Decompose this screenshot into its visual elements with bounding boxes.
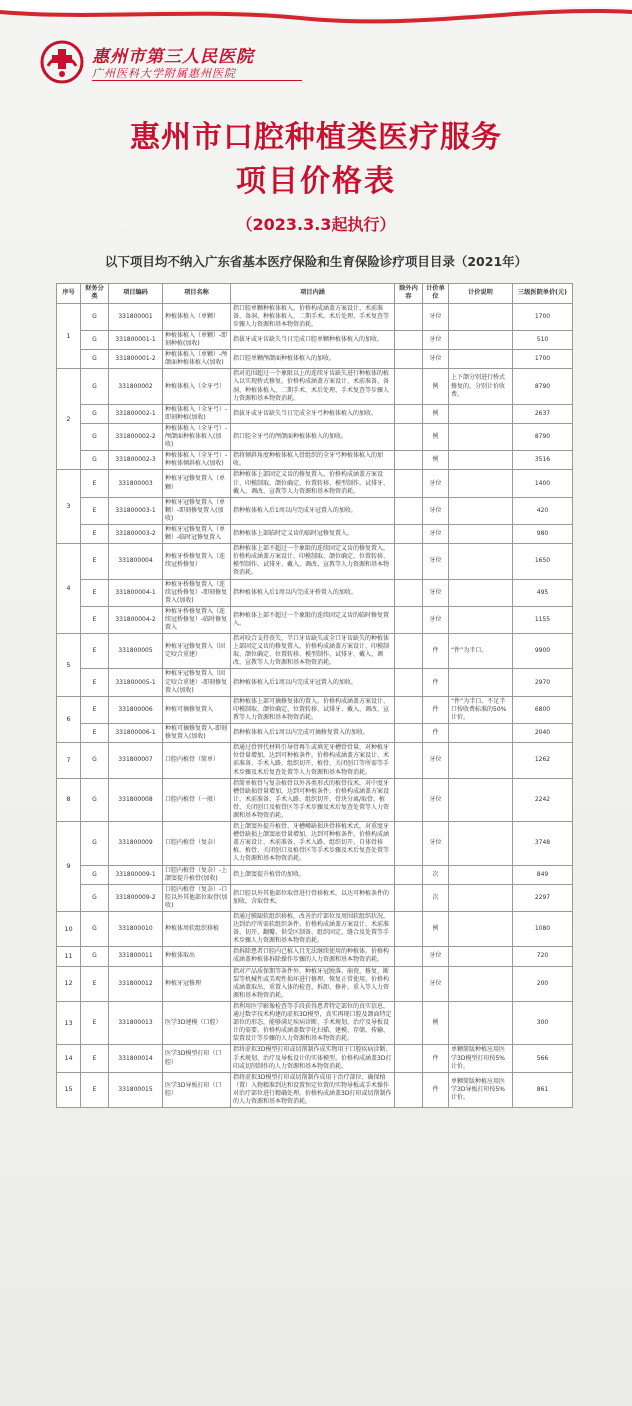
insurance-note: 以下项目均不纳入广东省基本医疗保险和生育保险诊疗项目目录（2021年） <box>104 254 528 269</box>
cell-name: 种植体植入（全牙弓） <box>163 369 231 404</box>
cell-excl <box>395 669 423 696</box>
cell-name: 种植牙冠修复置入（单颗） <box>163 470 231 497</box>
table-row <box>57 524 573 543</box>
cell-unit: 例 <box>423 1001 449 1044</box>
cell-price: 8790 <box>513 369 573 404</box>
table-row <box>57 743 573 778</box>
cell-name: 口腔内植骨（复杂） <box>163 822 231 865</box>
cell-desc <box>449 947 513 966</box>
table-row <box>57 423 573 450</box>
table-row <box>57 369 573 404</box>
cell-unit: 例 <box>423 369 449 404</box>
cell-code: 331800005-1 <box>109 669 163 696</box>
cell-price: 2970 <box>513 669 573 696</box>
table-row <box>57 497 573 524</box>
cell-name: 种植牙桥修复置入（连续冠桥修复）-即刻修复置入(加收) <box>163 579 231 606</box>
cell-name: 口腔内植骨（复杂）-上颌窦提升植骨(加收) <box>163 865 231 884</box>
cell-desc <box>449 524 513 543</box>
table-row <box>57 724 573 743</box>
cell-name: 口腔内植骨（一般） <box>163 778 231 821</box>
cell-content: 指种植体植入后1周以内完成牙冠置入的加收。 <box>231 669 395 696</box>
cell-excl <box>395 822 423 865</box>
cell-fin: E <box>81 497 109 524</box>
cell-excl <box>395 884 423 911</box>
hospital-emblem-icon <box>40 40 84 84</box>
cell-code: 331800002-2 <box>109 423 163 450</box>
hospital-logo-block <box>40 40 340 88</box>
cell-price: 1650 <box>513 544 573 579</box>
cell-price: 720 <box>513 947 573 966</box>
effective-date: （2023.3.3起执行） <box>236 215 396 234</box>
cell-name: 种植体周软组织移植 <box>163 912 231 947</box>
cell-desc <box>449 303 513 330</box>
cell-desc: 单颗简版种植应用医学3D导板打印按5%计价。 <box>449 1072 513 1107</box>
table-row <box>57 778 573 821</box>
cell-code: 331800015 <box>109 1072 163 1107</box>
cell-code: 331800012 <box>109 966 163 1001</box>
col-header-price: 三级医院单价(元) <box>513 284 573 304</box>
cell-content: 指对咬合支持丧失、半口牙齿缺失或全口牙齿缺失的种植体上部固定义齿的修复置入。价格构成涵盖方案设计、印模制取、颌位确定、位置转移、模型制作、试排牙、戴入、调改、宣教等人力资源和基本物资消耗。 <box>231 634 395 669</box>
table-row <box>57 865 573 884</box>
cell-desc: “件”为半口。 <box>449 634 513 669</box>
col-header-excl: 除外内容 <box>395 284 423 304</box>
cell-desc <box>449 865 513 884</box>
cell-content: 指种植体上部固定义齿的修复置入。价格构成涵盖方案设计、印模制取、颌位确定、位置转移、模型制作、试排牙、戴入、调改、宣教等人力资源和基本物资消耗。 <box>231 470 395 497</box>
cell-seq: 11 <box>57 947 81 966</box>
cell-fin: E <box>81 1072 109 1107</box>
cell-name: 医学3D导板打印（口腔） <box>163 1072 231 1107</box>
cell-name: 种植牙桥修复置入（连续冠桥修复）-临时修复置入 <box>163 606 231 633</box>
cell-fin: E <box>81 579 109 606</box>
cell-excl <box>395 423 423 450</box>
cell-content: 指上颌窦外提升植骨、牙槽嵴缺损块骨移植术式，对重度牙槽骨缺损上颌窦底骨量增加，达到可种植条件。价格构成涵盖方案设计、术前准备、手术入路、组织切开、自体骨移植、植骨、关闭创口及植骨区等手术步骤及术后复查处置等人力资源和基本物资消耗。 <box>231 822 395 865</box>
hospital-affiliation: 广州医科大学附属惠州医院 <box>92 67 236 80</box>
col-header-content: 项目内涵 <box>231 284 395 304</box>
cell-desc <box>449 451 513 470</box>
cell-fin: G <box>81 865 109 884</box>
cell-excl <box>395 696 423 723</box>
cell-price: 1262 <box>513 743 573 778</box>
cell-excl <box>395 579 423 606</box>
cell-content: 指将虚拟3D模型打印或切削制作成用于治疗部位、确保植（置）入物精准到达和设置预定位置的实物导板或手术操作对治疗部位进行精确处理。价格构成涵盖3D打印或切削制作的人力资源和基本物资消耗。 <box>231 1072 395 1107</box>
price-table-container <box>56 283 572 1108</box>
cell-price: 566 <box>513 1045 573 1072</box>
cell-name: 医学3D建模（口腔） <box>163 1001 231 1044</box>
cell-desc <box>449 778 513 821</box>
cell-content: 指拆除患者口腔内已植入且无法继续使用的种植体。价格构成涵盖种植体拆除操作步骤的人力资源和基本物资消耗。 <box>231 947 395 966</box>
cell-name: 种植牙冠修复置入（单颗）-临时冠修复置入 <box>163 524 231 543</box>
cell-excl <box>395 634 423 669</box>
cell-code: 331800003-2 <box>109 524 163 543</box>
cell-excl <box>395 331 423 350</box>
cell-code: 331800001-1 <box>109 331 163 350</box>
cell-content: 指种植体上部不超过一个象限的连续固定义齿的临时修复置入。 <box>231 606 395 633</box>
cell-name: 种植可摘修复置入 <box>163 696 231 723</box>
cell-excl <box>395 350 423 369</box>
cell-excl <box>395 470 423 497</box>
cell-seq: 14 <box>57 1045 81 1072</box>
cell-price: 6800 <box>513 696 573 723</box>
cell-desc <box>449 822 513 865</box>
cell-name: 种植牙冠修理 <box>163 966 231 1001</box>
cell-content: 指通过膜龈软组织移植，改善治疗部位及周围软组织状况，达到治疗所需软组织条件。价格构成涵盖方案设计、术前准备、切开、翻瓣、供受区制备、组织固定、缝合及处置等手术步骤人力资源和基本物资消耗。 <box>231 912 395 947</box>
cell-seq: 8 <box>57 778 81 821</box>
cell-fin: G <box>81 369 109 404</box>
cell-price: 9900 <box>513 634 573 669</box>
cell-code: 331800002-3 <box>109 451 163 470</box>
cell-seq: 7 <box>57 743 81 778</box>
cell-content: 指种植体植入后1周以内完成牙桥置入的加收。 <box>231 579 395 606</box>
cell-unit: 件 <box>423 1072 449 1107</box>
cell-code: 331800013 <box>109 1001 163 1044</box>
cell-unit: 例 <box>423 404 449 423</box>
cell-excl <box>395 451 423 470</box>
cell-code: 331800002-1 <box>109 404 163 423</box>
cell-content: 指利用医学影像检查等手段获得患者特定部位的真实信息，通过数字技术构建的虚拟3D模型，真实再现口腔及颌面特定部位的形态，能够满足疾病诊断、手术规划、治疗及导板设计的需要。价格构成涵盖数字化扫描、建模、存储、传输、装置设计等步骤的人力资源和基本物资消耗。 <box>231 1001 395 1044</box>
cell-name: 种植体植入（单颗）-颅颌面种植体植入(加收) <box>163 350 231 369</box>
cell-fin: E <box>81 966 109 1001</box>
cell-desc <box>449 497 513 524</box>
cell-fin: G <box>81 350 109 369</box>
table-row <box>57 966 573 1001</box>
cell-excl <box>395 404 423 423</box>
cell-desc <box>449 470 513 497</box>
cell-name: 种植体植入（全牙弓）-颅颌面种植体植入(加收) <box>163 423 231 450</box>
cell-unit: 件 <box>423 724 449 743</box>
table-row <box>57 470 573 497</box>
cell-fin: G <box>81 423 109 450</box>
cell-fin: E <box>81 544 109 579</box>
cell-unit: 牙位 <box>423 606 449 633</box>
table-row <box>57 1045 573 1072</box>
cell-content: 指种植体植入后1周以内完成牙冠置入的加收。 <box>231 497 395 524</box>
cell-name: 种植体植入（单颗） <box>163 303 231 330</box>
cell-code: 331800014 <box>109 1045 163 1072</box>
cell-desc <box>449 606 513 633</box>
cell-desc <box>449 966 513 1001</box>
cell-content: 指口腔全牙弓的颅颌面种植体植入的加收。 <box>231 423 395 450</box>
cell-fin: G <box>81 884 109 911</box>
cell-excl <box>395 1001 423 1044</box>
cell-excl <box>395 743 423 778</box>
cell-code: 331800009-1 <box>109 865 163 884</box>
cell-unit: 次 <box>423 865 449 884</box>
cell-fin: G <box>81 947 109 966</box>
cell-excl <box>395 966 423 1001</box>
cell-price: 2297 <box>513 884 573 911</box>
table-header-row <box>57 284 573 304</box>
cell-desc <box>449 724 513 743</box>
cell-desc: 上下颌分别进行桥式修复的，分别计价收费。 <box>449 369 513 404</box>
cell-unit: 件 <box>423 669 449 696</box>
cell-content: 指简单植骨与复杂植骨以外各类形式的植骨技术，对中度牙槽骨缺损骨量增加，达到可种植条件。价格构成涵盖方案设计、术前准备、手术入路、组织切开、骨块分离/取骨、植骨、关闭创口及植骨区等手术步骤及术后复查处置等人力资源和基本物资消耗。 <box>231 778 395 821</box>
cell-seq: 4 <box>57 544 81 634</box>
cell-unit: 牙位 <box>423 778 449 821</box>
cell-unit: 次 <box>423 884 449 911</box>
cell-fin: G <box>81 331 109 350</box>
cell-fin: E <box>81 606 109 633</box>
cell-seq: 2 <box>57 369 81 470</box>
cell-excl <box>395 303 423 330</box>
cell-code: 331800001 <box>109 303 163 330</box>
cell-code: 331800003-1 <box>109 497 163 524</box>
cell-fin: G <box>81 451 109 470</box>
cell-desc <box>449 404 513 423</box>
table-row <box>57 404 573 423</box>
cell-code: 331800010 <box>109 912 163 947</box>
cell-price: 1155 <box>513 606 573 633</box>
page-title-line2: 项目价格表 <box>236 164 396 199</box>
cell-seq: 10 <box>57 912 81 947</box>
cell-seq: 5 <box>57 634 81 697</box>
cell-unit: 牙位 <box>423 544 449 579</box>
cell-price: 1080 <box>513 912 573 947</box>
cell-unit: 牙位 <box>423 470 449 497</box>
cell-price: 849 <box>513 865 573 884</box>
table-row <box>57 303 573 330</box>
table-row <box>57 696 573 723</box>
cell-name: 种植体植入（单颗）-即刻种植(加收) <box>163 331 231 350</box>
cell-unit: 例 <box>423 912 449 947</box>
cell-price: 420 <box>513 497 573 524</box>
col-header-name: 项目名称 <box>163 284 231 304</box>
cell-unit: 牙位 <box>423 966 449 1001</box>
cell-unit: 件 <box>423 696 449 723</box>
cell-excl <box>395 724 423 743</box>
cell-code: 331800009 <box>109 822 163 865</box>
cell-fin: E <box>81 724 109 743</box>
cell-price: 300 <box>513 1001 573 1044</box>
cell-price: 8790 <box>513 423 573 450</box>
table-row <box>57 669 573 696</box>
cell-unit: 件 <box>423 1045 449 1072</box>
table-row <box>57 1072 573 1107</box>
cell-fin: E <box>81 1045 109 1072</box>
table-row <box>57 331 573 350</box>
cell-price: 495 <box>513 579 573 606</box>
cell-price: 1400 <box>513 470 573 497</box>
cell-content: 指口腔单颗种植体植入。价格构成涵盖方案设计、术前准备、备洞、种植体植入、二期手术。术后处理、手术复查等步骤人力资源和基本物资消耗。 <box>231 303 395 330</box>
hospital-name: 惠州市第三人民医院 <box>92 47 254 67</box>
cell-name: 医学3D模型打印（口腔） <box>163 1045 231 1072</box>
cell-fin: G <box>81 912 109 947</box>
cell-price: 3516 <box>513 451 573 470</box>
cell-name: 种植体植入（全牙弓）-种植体倾斜植入(加收) <box>163 451 231 470</box>
cell-fin: E <box>81 634 109 669</box>
col-header-seq: 序号 <box>57 284 81 304</box>
cell-seq: 6 <box>57 696 81 742</box>
cell-content: 指种植体植入后1周以内完成可摘修复置入的加收。 <box>231 724 395 743</box>
cell-fin: E <box>81 524 109 543</box>
cell-code: 331800003 <box>109 470 163 497</box>
cell-fin: E <box>81 669 109 696</box>
page-title-line1: 惠州市口腔种植类医疗服务 <box>130 120 502 155</box>
col-header-desc: 计价说明 <box>449 284 513 304</box>
cell-name: 口腔内植骨（简单） <box>163 743 231 778</box>
table-row <box>57 606 573 633</box>
cell-content: 指种植体上部可摘修复体的置入。价格构成涵盖方案设计、印模制取、颌位确定、位置转移、试排牙、戴入、调改、宣教等人力资源和基本物资消耗。 <box>231 696 395 723</box>
cell-excl <box>395 497 423 524</box>
col-header-fin: 财务分类 <box>81 284 109 304</box>
table-row <box>57 544 573 579</box>
cell-desc <box>449 912 513 947</box>
col-header-unit: 计价单位 <box>423 284 449 304</box>
cell-unit: 牙位 <box>423 947 449 966</box>
cell-price: 980 <box>513 524 573 543</box>
cell-desc <box>449 1001 513 1044</box>
cell-code: 331800006 <box>109 696 163 723</box>
cell-excl <box>395 544 423 579</box>
cell-fin: E <box>81 1001 109 1044</box>
cell-unit: 牙位 <box>423 497 449 524</box>
cell-price: 510 <box>513 331 573 350</box>
cell-code: 331800007 <box>109 743 163 778</box>
cell-seq: 13 <box>57 1001 81 1044</box>
cell-fin: G <box>81 778 109 821</box>
cell-price: 200 <box>513 966 573 1001</box>
col-header-code: 项目编码 <box>109 284 163 304</box>
cell-desc <box>449 579 513 606</box>
cell-name: 种植体取出 <box>163 947 231 966</box>
cell-excl <box>395 912 423 947</box>
cell-content: 指种植体上部临时定义齿的临时冠修复置入。 <box>231 524 395 543</box>
cell-code: 331800004 <box>109 544 163 579</box>
cell-code: 331800004-1 <box>109 579 163 606</box>
cell-excl <box>395 1072 423 1107</box>
cell-excl <box>395 778 423 821</box>
cell-unit: 牙位 <box>423 303 449 330</box>
cell-name: 种植牙冠修复置入（固定咬合重建）-即刻修复置入(加收) <box>163 669 231 696</box>
cell-desc <box>449 544 513 579</box>
cell-excl <box>395 369 423 404</box>
cell-code: 331800005 <box>109 634 163 669</box>
cell-fin: G <box>81 404 109 423</box>
cell-seq: 1 <box>57 303 81 369</box>
cell-name: 种植体植入（全牙弓）-即刻种植(加收) <box>163 404 231 423</box>
cell-seq: 3 <box>57 470 81 544</box>
table-row <box>57 634 573 669</box>
cell-unit: 牙位 <box>423 743 449 778</box>
cell-price: 1700 <box>513 303 573 330</box>
cell-unit: 例 <box>423 423 449 450</box>
cell-unit: 件 <box>423 634 449 669</box>
price-table <box>56 283 573 1108</box>
cell-code: 331800006-1 <box>109 724 163 743</box>
cell-excl <box>395 1045 423 1072</box>
cell-price: 861 <box>513 1072 573 1107</box>
cell-name: 种植牙冠修复置入（单颗）-即刻修复置入(加收) <box>163 497 231 524</box>
cell-content: 指口腔单颗颅颌面种植体植入的加收。 <box>231 350 395 369</box>
table-row <box>57 912 573 947</box>
table-row <box>57 822 573 865</box>
cell-code: 331800002 <box>109 369 163 404</box>
cell-price: 3748 <box>513 822 573 865</box>
cell-desc: 单颗简版种植应用医学3D模型打印按5%计价。 <box>449 1045 513 1072</box>
table-row <box>57 884 573 911</box>
cell-seq: 12 <box>57 966 81 1001</box>
cell-desc <box>449 331 513 350</box>
cell-content: 指将倾斜角度种植体植入骨组织的全牙弓种植体植入的加收。 <box>231 451 395 470</box>
cell-content: 指对范围超过一个象限以上的连续牙齿缺失进行种植体的植入以实现桥式修复。价格构成涵盖方案设计、术前准备、备洞、种植体植入、二期手术、术后处理、手术复查等步骤人力资源和基本物资消耗。 <box>231 369 395 404</box>
cell-excl <box>395 947 423 966</box>
cell-unit: 牙位 <box>423 331 449 350</box>
table-row <box>57 1001 573 1044</box>
cell-desc <box>449 884 513 911</box>
cell-content: 指种植体上部不超过一个象限的连续固定义齿的修复置入。价格构成涵盖方案设计、印模制取、颌位确定、位置转移、模型制作、试排牙、戴入、调改、宣教等人力资源和基本物资消耗。 <box>231 544 395 579</box>
cell-code: 331800001-2 <box>109 350 163 369</box>
table-row <box>57 451 573 470</box>
cell-code: 331800004-2 <box>109 606 163 633</box>
cell-unit: 牙位 <box>423 524 449 543</box>
cell-content: 指口腔以外其他部位取骨进行骨移植术，以达可种植条件的加收，含取骨术。 <box>231 884 395 911</box>
cell-desc <box>449 743 513 778</box>
cell-code: 331800008 <box>109 778 163 821</box>
cell-unit: 例 <box>423 451 449 470</box>
affiliation-underline <box>92 80 302 81</box>
cell-fin: G <box>81 303 109 330</box>
cell-name: 口腔内植骨（复杂）-口腔以外其他部位取骨(加收) <box>163 884 231 911</box>
cell-seq: 9 <box>57 822 81 912</box>
cell-desc <box>449 350 513 369</box>
cell-content: 指上颌窦提升植骨的加收。 <box>231 865 395 884</box>
cell-price: 1700 <box>513 350 573 369</box>
cell-unit: 牙位 <box>423 579 449 606</box>
table-row <box>57 947 573 966</box>
cell-content: 指对产品质保期等条件外，种植牙冠脱落、崩瓷、修复、断裂等机械性或美观性损坏进行修理，恢复正常使用。价格构成涵盖取出、重置入体的检查、拆卸、修补、重入等人力资源和基本物资消耗。 <box>231 966 395 1001</box>
cell-content: 指拔牙或牙齿缺失当日完成口腔单颗种植体植入的加收。 <box>231 331 395 350</box>
table-row <box>57 579 573 606</box>
cell-unit: 牙位 <box>423 350 449 369</box>
cell-unit: 牙位 <box>423 822 449 865</box>
cell-price: 2040 <box>513 724 573 743</box>
table-row <box>57 350 573 369</box>
cell-price: 2637 <box>513 404 573 423</box>
cell-excl <box>395 524 423 543</box>
cell-fin: E <box>81 470 109 497</box>
cell-code: 331800011 <box>109 947 163 966</box>
cell-excl <box>395 865 423 884</box>
cell-fin: G <box>81 743 109 778</box>
cell-content: 指将虚拟3D模型打印或切削制作成实物用于口腔疾病诊断、手术规划、治疗及导板设计的实体模型。价格构成涵盖3D打印或切削制作的人力资源和基本物资消耗。 <box>231 1045 395 1072</box>
cell-code: 331800009-2 <box>109 884 163 911</box>
cell-content: 指通过骨替代材料引导骨再生或填充牙槽骨骨量，对种植牙位骨量增加，达到可种植条件。价格构成涵盖方案设计、术前准备、手术入路、组织切开、植骨、关闭创口等所需等手术步骤及术后复查处置等人力资源和基本物资消耗。 <box>231 743 395 778</box>
cell-fin: G <box>81 822 109 865</box>
cell-name: 种植牙桥修复置入（连续冠桥修复） <box>163 544 231 579</box>
cell-desc: “件”为半口。不足半口按收费标准的50%计价。 <box>449 696 513 723</box>
table-body <box>57 303 573 1107</box>
cell-price: 2242 <box>513 778 573 821</box>
cell-excl <box>395 606 423 633</box>
cell-desc <box>449 423 513 450</box>
cell-name: 种植可摘修复置入-即刻修复置入(加收) <box>163 724 231 743</box>
cell-content: 指拔牙或牙齿缺失当日完成全牙弓种植体植入的加收。 <box>231 404 395 423</box>
cell-desc <box>449 669 513 696</box>
cell-fin: E <box>81 696 109 723</box>
cell-name: 种植牙冠修复置入（固定咬合重建） <box>163 634 231 669</box>
cell-seq: 15 <box>57 1072 81 1107</box>
